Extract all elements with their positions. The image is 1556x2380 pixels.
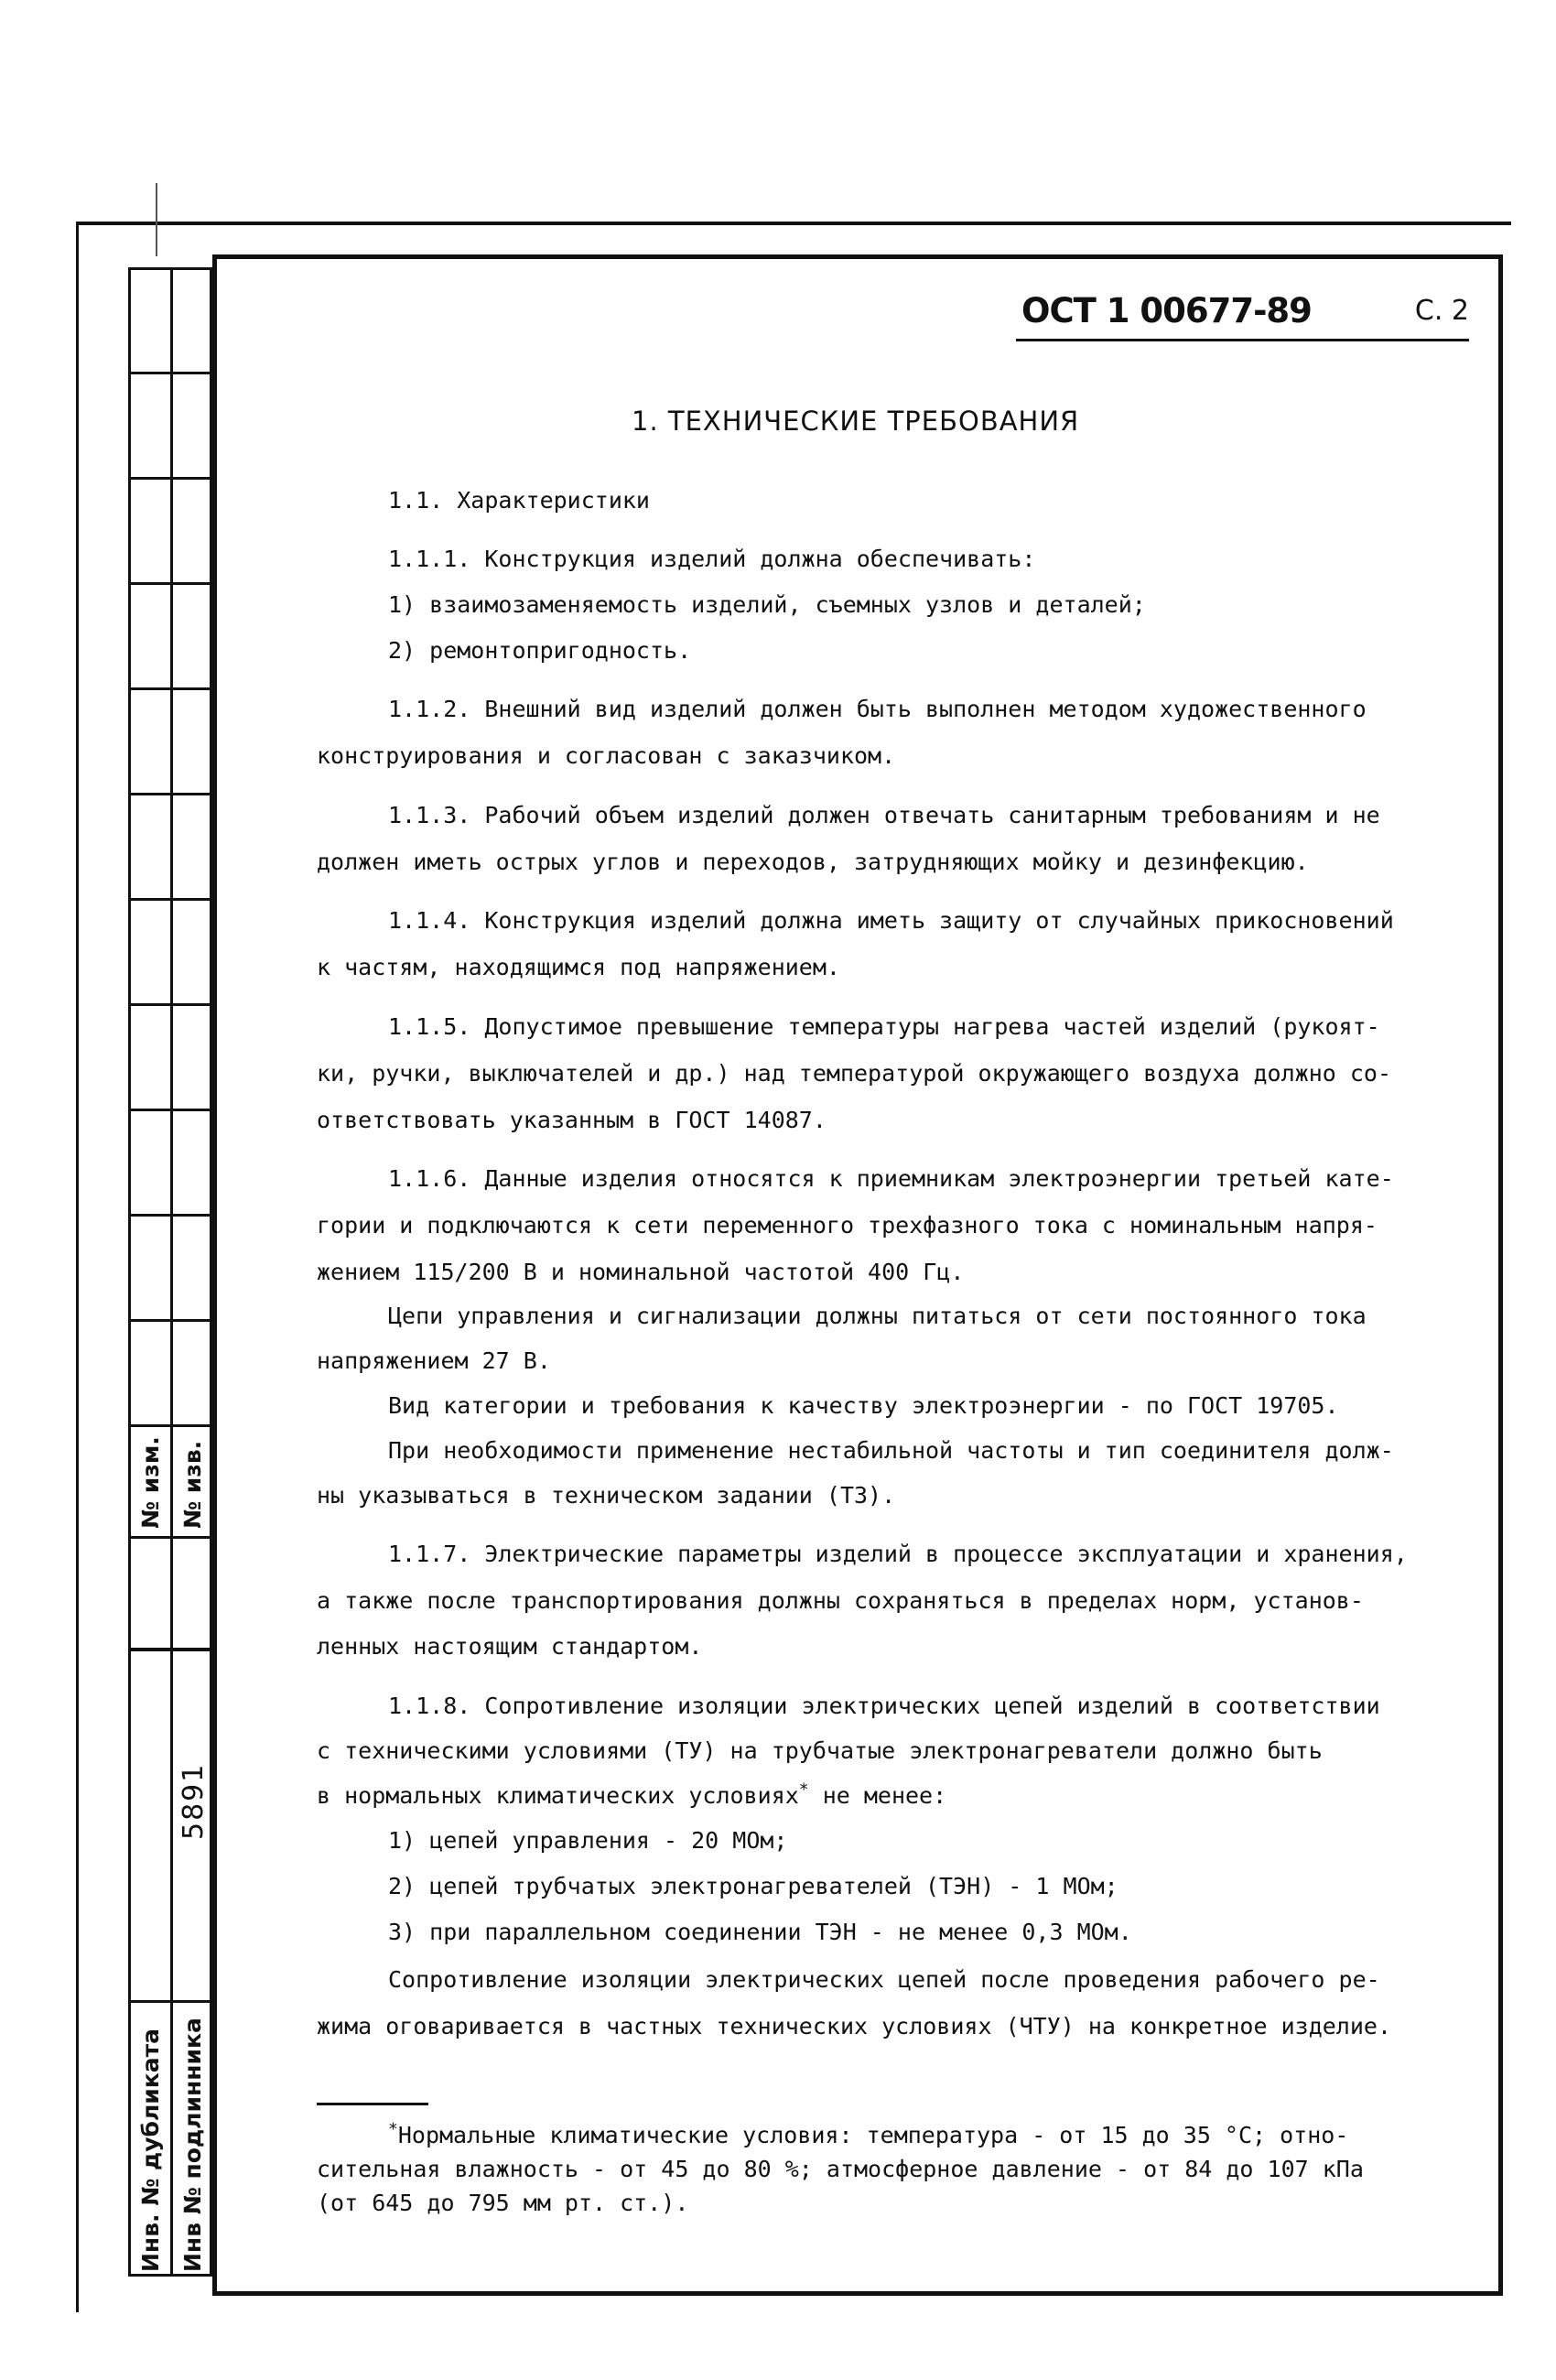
original-inventory-label: Инв № подлинника [179,2018,206,2272]
body-line: 1.1.1. Конструкция изделий должна обеспечивать: [388,546,1036,572]
footnote-separator [317,2103,428,2105]
body-line: жением 115/200 В и номинальной частотой 400 Гц. [317,1259,965,1285]
body-line: гории и подключаются к сети переменного трехфазного тока с номинальным напря- [317,1212,1378,1239]
body-line: ки, ручки, выключателей и др.) над температурой окружающего воздуха должно со- [317,1060,1391,1087]
list-item: 3) при параллельном соединении ТЭН - не менее 0,3 МОм. [388,1919,1132,1945]
side-stamp-rule [128,898,212,901]
footnote-marker: * [798,1780,809,1800]
side-stamp-rule [128,793,212,795]
side-stamp-divider [170,267,173,2277]
footnote-line [388,2119,1349,2148]
notice-number-label: № изв. [179,1440,206,1529]
side-stamp-rule [128,1536,212,1539]
duplicate-inventory-label: Инв. № дубликата [137,2028,164,2272]
subsection-heading: 1.1. Характеристики [388,487,650,514]
binding-tick-mark [156,183,157,256]
side-stamp-rule [128,1319,212,1322]
body-line: 1.1.7. Электрические параметры изделий в процессе эксплуатации и хранения, [388,1541,1408,1567]
footnote-line: сительная влажность - от 45 до 80 %; атмосферное давление - от 84 до 107 кПа [317,2156,1364,2182]
body-line: ответствовать указанным в ГОСТ 14087. [317,1107,827,1133]
list-item: 1) взаимозаменяемость изделий, съемных узлов и деталей; [388,591,1146,618]
list-item: 1) цепей управления - 20 МОм; [388,1827,788,1854]
body-line: При необходимости применение нестабильной частоты и тип соединителя долж- [388,1437,1394,1464]
body-line: Вид категории и требования к качеству электроэнергии - по ГОСТ 19705. [388,1392,1339,1419]
side-stamp-rule [128,582,212,585]
side-stamp-rule [128,1214,212,1217]
body-line: должен иметь острых углов и переходов, затрудняющих мойку и дезинфекцию. [317,849,1309,875]
body-line: а также после транспортирования должны сохраняться в пределах норм, установ- [317,1587,1364,1614]
footnote-text: Нормальные климатические условия: температура - от 15 до 35 °С; отно- [397,2122,1349,2148]
body-line: конструирования и согласован с заказчиком. [317,742,896,769]
side-stamp-rule [128,372,212,374]
document-code: ОСТ 1 00677-89 [1021,291,1312,330]
body-line: напряжением 27 В. [317,1347,551,1374]
footnote-marker: * [388,2119,398,2139]
body-line: 1.1.4. Конструкция изделий должна иметь защиту от случайных прикосновений [388,907,1394,934]
side-stamp-rule [128,687,212,690]
body-line: жима оговаривается в частных технических условиях (ЧТУ) на конкретное изделие. [317,2013,1391,2039]
original-inventory-number: 5891 [178,1762,210,1840]
page-header [1016,291,1469,341]
list-item: 2) цепей трубчатых электронагревателей (ТЭН) - 1 МОм; [388,1873,1118,1899]
side-stamp-rule [128,477,212,480]
section-title: 1. ТЕХНИЧЕСКИЕ ТРЕБОВАНИЯ [632,406,1080,437]
body-line [317,1780,947,1809]
change-number-label: № изм. [137,1436,164,1529]
footnote-line: (от 645 до 795 мм рт. ст.). [317,2190,689,2216]
body-line: 1.1.5. Допустимое превышение температуры нагрева частей изделий (рукоят- [388,1013,1380,1040]
body-line: 1.1.6. Данные изделия относятся к приемникам электроэнергии третьей кате- [388,1165,1394,1192]
side-stamp-rule [128,1003,212,1006]
body-line: ны указываться в техническом задании (ТЗ). [317,1482,896,1509]
side-stamp-rule [128,1648,212,1651]
side-stamp-rule [128,1109,212,1111]
page-number: С. 2 [1414,295,1469,327]
side-stamp-rule [128,1424,212,1427]
body-line: с техническими условиями (ТУ) на трубчатые электронагреватели должно быть [317,1737,1323,1764]
body-line: Цепи управления и сигнализации должны питаться от сети постоянного тока [388,1303,1367,1329]
body-line: 1.1.3. Рабочий объем изделий должен отвечать санитарным требованиям и не [388,802,1380,828]
list-item: 2) ремонтопригодность. [388,637,692,664]
body-line: ленных настоящим стандартом. [317,1633,703,1660]
body-line: 1.1.8. Сопротивление изоляции электрических цепей изделий в соответствии [388,1693,1380,1719]
body-line-text: в нормальных климатических условиях [317,1782,799,1809]
body-line: к частям, находящимся под напряжением. [317,954,840,980]
body-line: Сопротивление изоляции электрических цепей после проведения рабочего ре- [388,1966,1380,1993]
body-line: 1.1.2. Внешний вид изделий должен быть выполнен методом художественного [388,696,1367,722]
body-line-tail: не менее: [822,1782,947,1809]
side-stamp-rule [128,2000,212,2003]
